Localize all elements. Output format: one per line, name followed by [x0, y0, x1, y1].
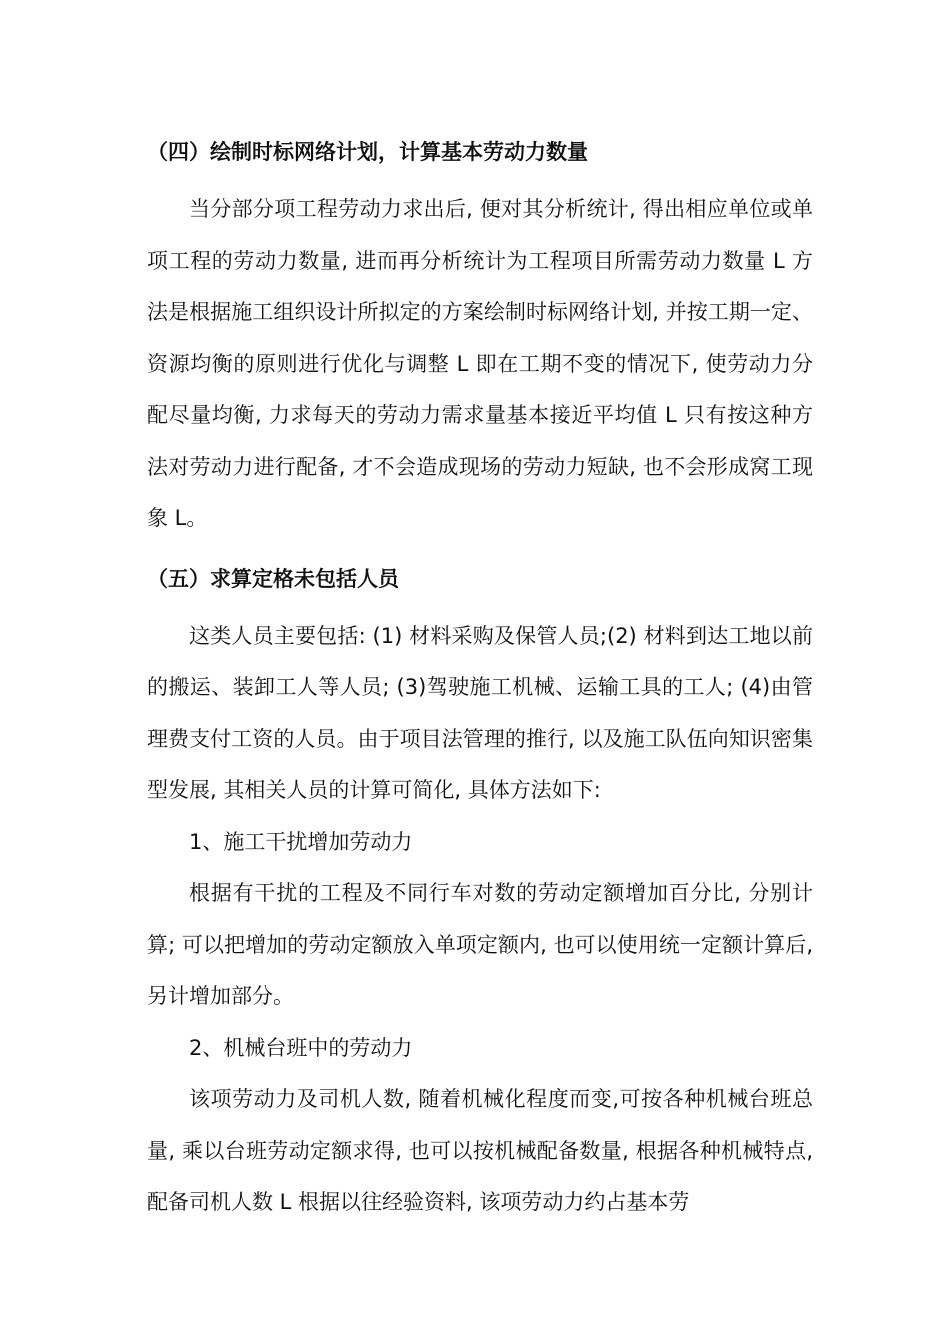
section-4-paragraph: 当分部分项工程劳动力求出后, 便对其分析统计, 得出相应单位或单项工程的劳动力数量, 进而再分析统计为工程项目所需劳动力数量 L 方法是根据施工组织设计所拟定的方案绘制时标网络计划, 并按工期一定、资源均衡的原则进行优化与调整 L 即在工期不变的情况下, 使劳动力分配尽量均衡, 力求每天的劳动力需求量基本接近平均值 L 只有按这种方法对劳动力进行配备, 才不会造成现场的劳动力短缺, 也不会形成窝工现象 L。	[147, 197, 813, 530]
section-4-heading: （四）绘制时标网络计划，计算基本劳动力数量	[147, 140, 588, 164]
section-5-heading: （五）求算定格未包括人员	[147, 566, 399, 591]
item-2-title: 2、机械台班中的劳动力	[189, 1035, 413, 1060]
section-5-intro-paragraph: 这类人员主要包括: (1) 材料采购及保管人员;(2) 材料到达工地以前的搬运、装卸工人等人员; (3)驾驶施工机械、运输工具的工人; (4)由管理费支付工资的人员。由于项目法管理的推行, 以及施工队伍向知识密集型发展, 其相关人员的计算可简化, 具体方法如下:	[147, 623, 813, 802]
item-1-title: 1、施工干扰增加劳动力	[189, 829, 413, 854]
document-body	[147, 127, 813, 1229]
item-2-paragraph: 该项劳动力及司机人数, 随着机械化程度而变,可按各种机械台班总量, 乘以台班劳动定额求得, 也可以按机械配备数量, 根据各种机械特点, 配备司机人数 L 根据以往经验资料, 该项劳动力约占基本劳	[147, 1087, 813, 1214]
item-1-paragraph: 根据有干扰的工程及不同行车对数的劳动定额增加百分比, 分别计算; 可以把增加的劳动定额放入单项定额内, 也可以使用统一定额计算后, 另计增加部分。	[147, 881, 813, 1008]
